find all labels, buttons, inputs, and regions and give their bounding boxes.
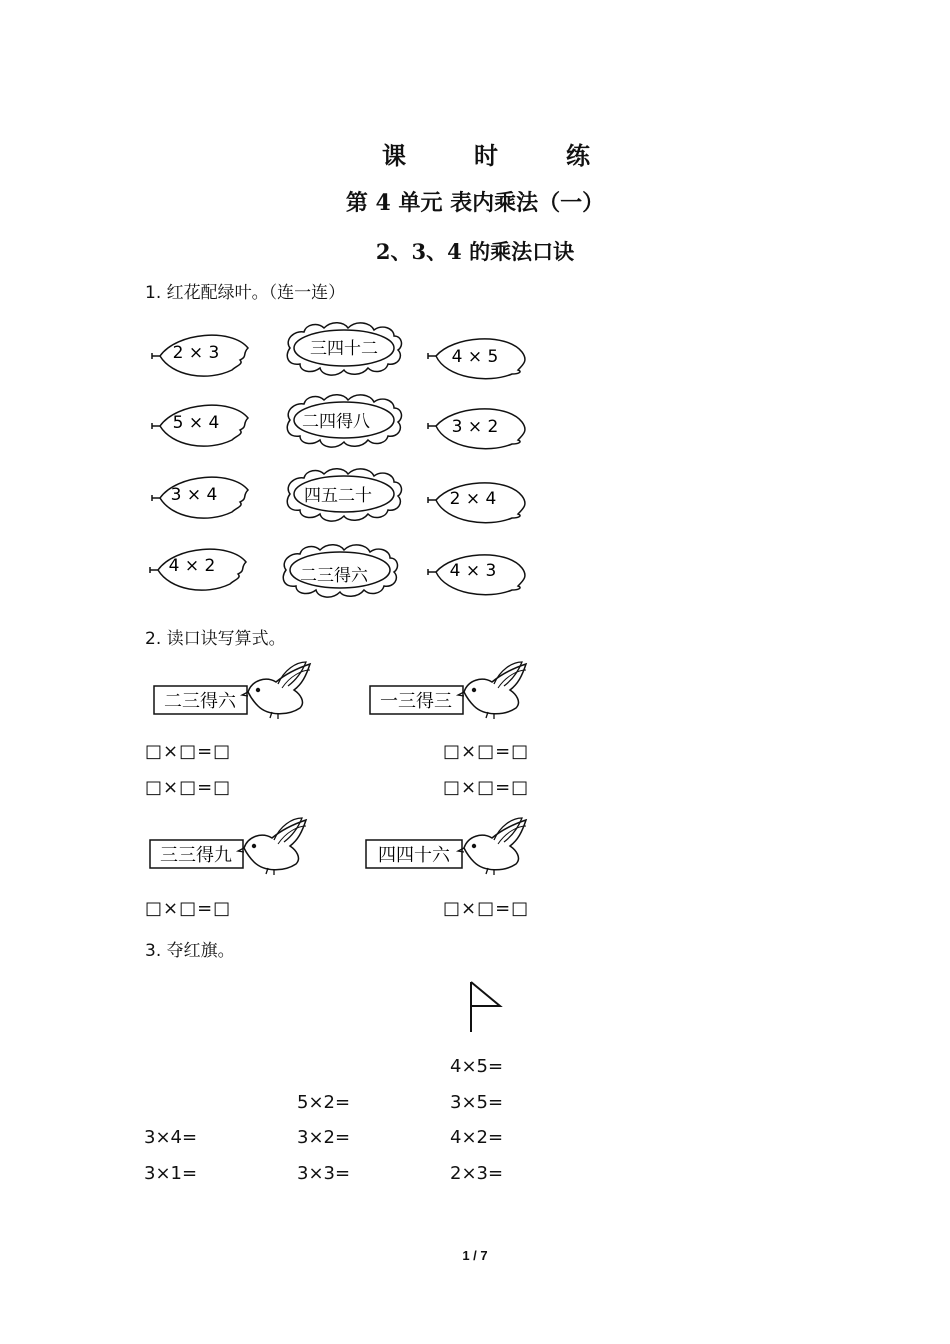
- leaf-left-label: 4 × 2: [168, 556, 216, 576]
- expression: 3×1=: [144, 1163, 198, 1184]
- leaf-right-label: 2 × 4: [449, 489, 497, 509]
- answer-row[interactable]: □×□=□: [145, 777, 232, 798]
- expression: 3×5=: [450, 1092, 504, 1113]
- answer-row[interactable]: □×□=□: [443, 741, 530, 762]
- bird-icon: [242, 662, 310, 719]
- rhyme-label: 三三得九: [160, 845, 232, 866]
- expression: 3×4=: [144, 1127, 198, 1148]
- bird-icon: [458, 662, 526, 719]
- flower-label: 四五二十: [304, 486, 372, 506]
- expression: 4×2=: [450, 1127, 504, 1148]
- leaf-right-label: 3 × 2: [451, 417, 499, 437]
- bird-icon: [238, 818, 306, 875]
- flower-label: 三四十二: [310, 339, 378, 359]
- leaf-left-label: 5 × 4: [172, 413, 220, 433]
- question-2-prompt: 2. 读口诀写算式。: [145, 629, 286, 649]
- flower-label: 二四得八: [302, 412, 370, 432]
- expression: 3×2=: [297, 1127, 351, 1148]
- answer-row[interactable]: □×□=□: [145, 741, 232, 762]
- rhyme-label: 二三得六: [164, 691, 236, 712]
- expression: 3×3=: [297, 1163, 351, 1184]
- answer-row[interactable]: □×□=□: [443, 898, 530, 919]
- bird-icon: [458, 818, 526, 875]
- page-number: 1 / 7: [462, 1248, 488, 1263]
- expression: 2×3=: [450, 1163, 504, 1184]
- flower-label: 二三得六: [300, 566, 368, 586]
- question-1-prompt: 1. 红花配绿叶。（连一连）: [145, 283, 346, 303]
- leaf-right-label: 4 × 3: [449, 561, 497, 581]
- leaf-left-label: 3 × 4: [170, 485, 218, 505]
- expression: 5×2=: [297, 1092, 351, 1113]
- lesson-title: 2、3、4 的乘法口诀: [375, 239, 575, 264]
- rhyme-label: 四四十六: [378, 845, 450, 866]
- rhyme-label: 一三得三: [380, 691, 452, 712]
- flag-icon: [460, 978, 510, 1036]
- question-3-prompt: 3. 夺红旗。: [145, 941, 235, 961]
- expression: 4×5=: [450, 1056, 504, 1077]
- worksheet-title: 课 时 练: [382, 141, 612, 170]
- leaf-right-label: 4 × 5: [451, 347, 499, 367]
- unit-title: 第 4 单元 表内乘法（一）: [345, 190, 605, 216]
- leaf-left-label: 2 × 3: [172, 343, 220, 363]
- answer-row[interactable]: □×□=□: [443, 777, 530, 798]
- answer-row[interactable]: □×□=□: [145, 898, 232, 919]
